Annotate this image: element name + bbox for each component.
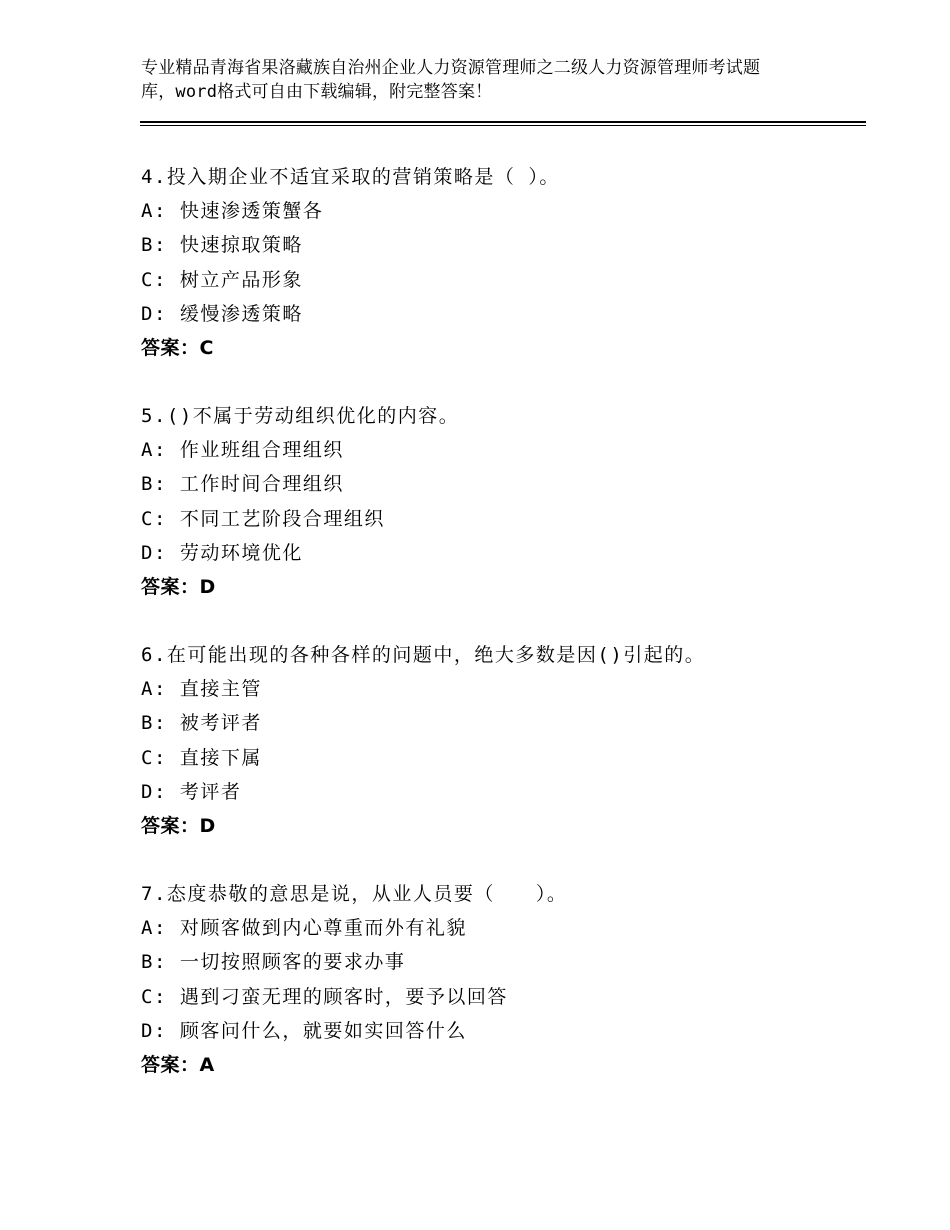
header-divider-thick <box>140 121 866 123</box>
option-c: C: 遇到刁蛮无理的顾客时，要予以回答 <box>141 985 508 1008</box>
question-stem: 5.()不属于劳动组织优化的内容。 <box>141 405 460 427</box>
question-block <box>141 877 861 1082</box>
answer-value: D <box>199 575 216 598</box>
option-b: B: 工作时间合理组织 <box>141 473 344 496</box>
header-line-1: 专业精品青海省果洛藏族自治州企业人力资源管理师之二级人力资源管理师考试题 <box>141 58 761 78</box>
answer-line <box>141 331 861 365</box>
option-b: B: 被考评者 <box>141 712 262 735</box>
option-c: C: 直接下属 <box>141 746 262 769</box>
answer-label: 答案： <box>141 575 200 598</box>
option-c: C: 树立产品形象 <box>141 268 303 291</box>
answer-label: 答案： <box>141 336 200 359</box>
header-divider-thin <box>140 125 866 126</box>
option-a: A: 对顾客做到内心尊重而外有礼貌 <box>141 917 467 940</box>
option-d: D: 劳动环境优化 <box>141 541 303 564</box>
option-d: D: 缓慢渗透策略 <box>141 302 303 325</box>
question-block <box>141 160 861 365</box>
answer-line <box>141 809 861 843</box>
option-a: A: 快速渗透策蟹各 <box>141 200 324 223</box>
document-header <box>141 56 831 104</box>
question-stem: 7.态度恭敬的意思是说，从业人员要（ ）。 <box>141 883 568 905</box>
question-stem: 6.在可能出现的各种各样的问题中，绝大多数是因()引起的。 <box>141 644 706 666</box>
question-block <box>141 638 861 843</box>
option-d: D: 考评者 <box>141 780 242 803</box>
answer-value: C <box>199 336 214 359</box>
option-c: C: 不同工艺阶段合理组织 <box>141 507 385 530</box>
answer-value: A <box>199 1053 215 1076</box>
option-d: D: 顾客问什么，就要如实回答什么 <box>141 1019 467 1042</box>
option-b: B: 一切按照顾客的要求办事 <box>141 951 406 974</box>
answer-label: 答案： <box>141 814 200 837</box>
answer-value: D <box>199 814 216 837</box>
header-line-2: 库，word格式可自由下载编辑，附完整答案！ <box>141 82 493 102</box>
answer-label: 答案： <box>141 1053 200 1076</box>
option-a: A: 直接主管 <box>141 678 262 701</box>
question-stem: 4.投入期企业不适宜采取的营销策略是（ ）。 <box>141 166 560 188</box>
answer-line <box>141 1048 861 1082</box>
answer-line <box>141 570 861 604</box>
question-block <box>141 399 861 604</box>
option-a: A: 作业班组合理组织 <box>141 439 344 462</box>
option-b: B: 快速掠取策略 <box>141 234 303 257</box>
